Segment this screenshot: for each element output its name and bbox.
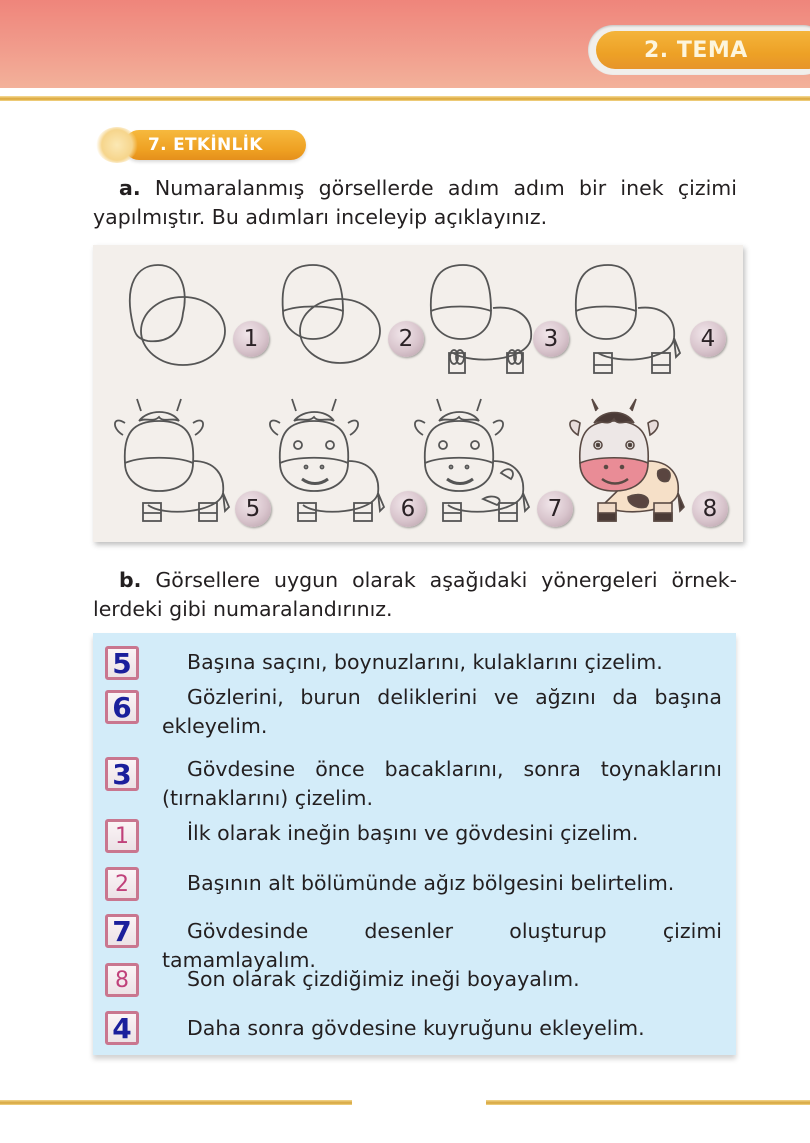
step-number-badge: 5 xyxy=(235,491,271,527)
drawing-step-1 xyxy=(103,253,258,398)
theme-label: 2. TEMA xyxy=(596,31,810,69)
instruction-text: Gözlerini, burun deliklerini ve ağzını da başına ekleyelim. xyxy=(162,685,722,738)
header-gold-rule xyxy=(0,96,810,101)
cow-sketch-step2-icon xyxy=(258,253,413,398)
drawing-step-5 xyxy=(103,393,261,538)
part-b-text: Görsellere uygun olarak aşağıdaki yönergeleri örnek-lerdeki gibi numaralandırınız. xyxy=(93,568,737,621)
order-number-field[interactable]: 3 xyxy=(105,757,139,791)
cow-sketch-step6-icon xyxy=(258,393,413,538)
instruction-text: Gövdesine önce bacaklarını, sonra toynaklarını (tırnaklarını) çizelim. xyxy=(162,757,722,810)
instruction-text: İlk olarak ineğin başını ve gövdesini çizelim. xyxy=(187,821,639,845)
part-a-label: a. xyxy=(119,176,141,200)
order-number-field[interactable]: 1 xyxy=(105,819,139,853)
part-a-text: Numaralanmış görsellerde adım adım bir inek çizimi yapılmıştır. Bu adımları inceleyip açıklayınız. xyxy=(93,176,737,229)
drawing-step-4 xyxy=(568,253,723,398)
instructions-panel xyxy=(93,633,736,1055)
order-number-field[interactable]: 8 xyxy=(105,963,139,997)
drawing-step-3 xyxy=(413,253,568,398)
part-b-label: b. xyxy=(119,568,142,592)
instruction-text: Son olarak çizdiğimiz ineği boyayalım. xyxy=(187,967,580,991)
footer-gold-rule-right xyxy=(486,1100,810,1105)
step-number-badge: 3 xyxy=(533,321,569,357)
activity-emblem-icon xyxy=(96,127,138,163)
cow-drawing-steps xyxy=(93,245,743,542)
step-number-badge: 8 xyxy=(692,491,728,527)
order-number-field[interactable]: 5 xyxy=(105,646,139,680)
part-b-prompt xyxy=(93,566,737,624)
order-number-field[interactable]: 2 xyxy=(105,867,139,901)
order-number-field[interactable]: 7 xyxy=(105,914,139,948)
step-number-badge: 4 xyxy=(690,321,726,357)
activity-badge xyxy=(96,127,306,163)
order-number-field[interactable]: 4 xyxy=(105,1011,139,1045)
drawing-step-2 xyxy=(258,253,413,398)
cow-sketch-step5-icon xyxy=(103,393,258,538)
instruction-text: Başına saçını, boynuzlarını, kulaklarını çizelim. xyxy=(187,650,663,674)
footer-gold-rule-left xyxy=(0,1100,352,1105)
instruction-text: Daha sonra gövdesine kuyruğunu ekleyelim. xyxy=(187,1016,645,1040)
theme-badge xyxy=(588,25,810,75)
step-number-badge: 6 xyxy=(390,491,426,527)
part-a-prompt xyxy=(93,174,737,232)
cow-sketch-step1-icon xyxy=(103,253,258,398)
activity-title: 7. ETKİNLİK xyxy=(124,130,306,160)
instruction-text: Gövdesinde desenler oluşturup çizimi tamamlayalım. xyxy=(162,919,722,972)
order-number-field[interactable]: 6 xyxy=(105,690,139,724)
header-white-strip xyxy=(0,88,810,96)
step-number-badge: 1 xyxy=(233,321,269,357)
drawing-step-7 xyxy=(413,393,568,538)
step-number-badge: 2 xyxy=(388,321,424,357)
step-number-badge: 7 xyxy=(537,491,573,527)
instruction-text: Başının alt bölümünde ağız bölgesini belirtelim. xyxy=(187,871,675,895)
drawing-step-6 xyxy=(258,393,416,538)
drawing-step-8 xyxy=(568,393,723,538)
